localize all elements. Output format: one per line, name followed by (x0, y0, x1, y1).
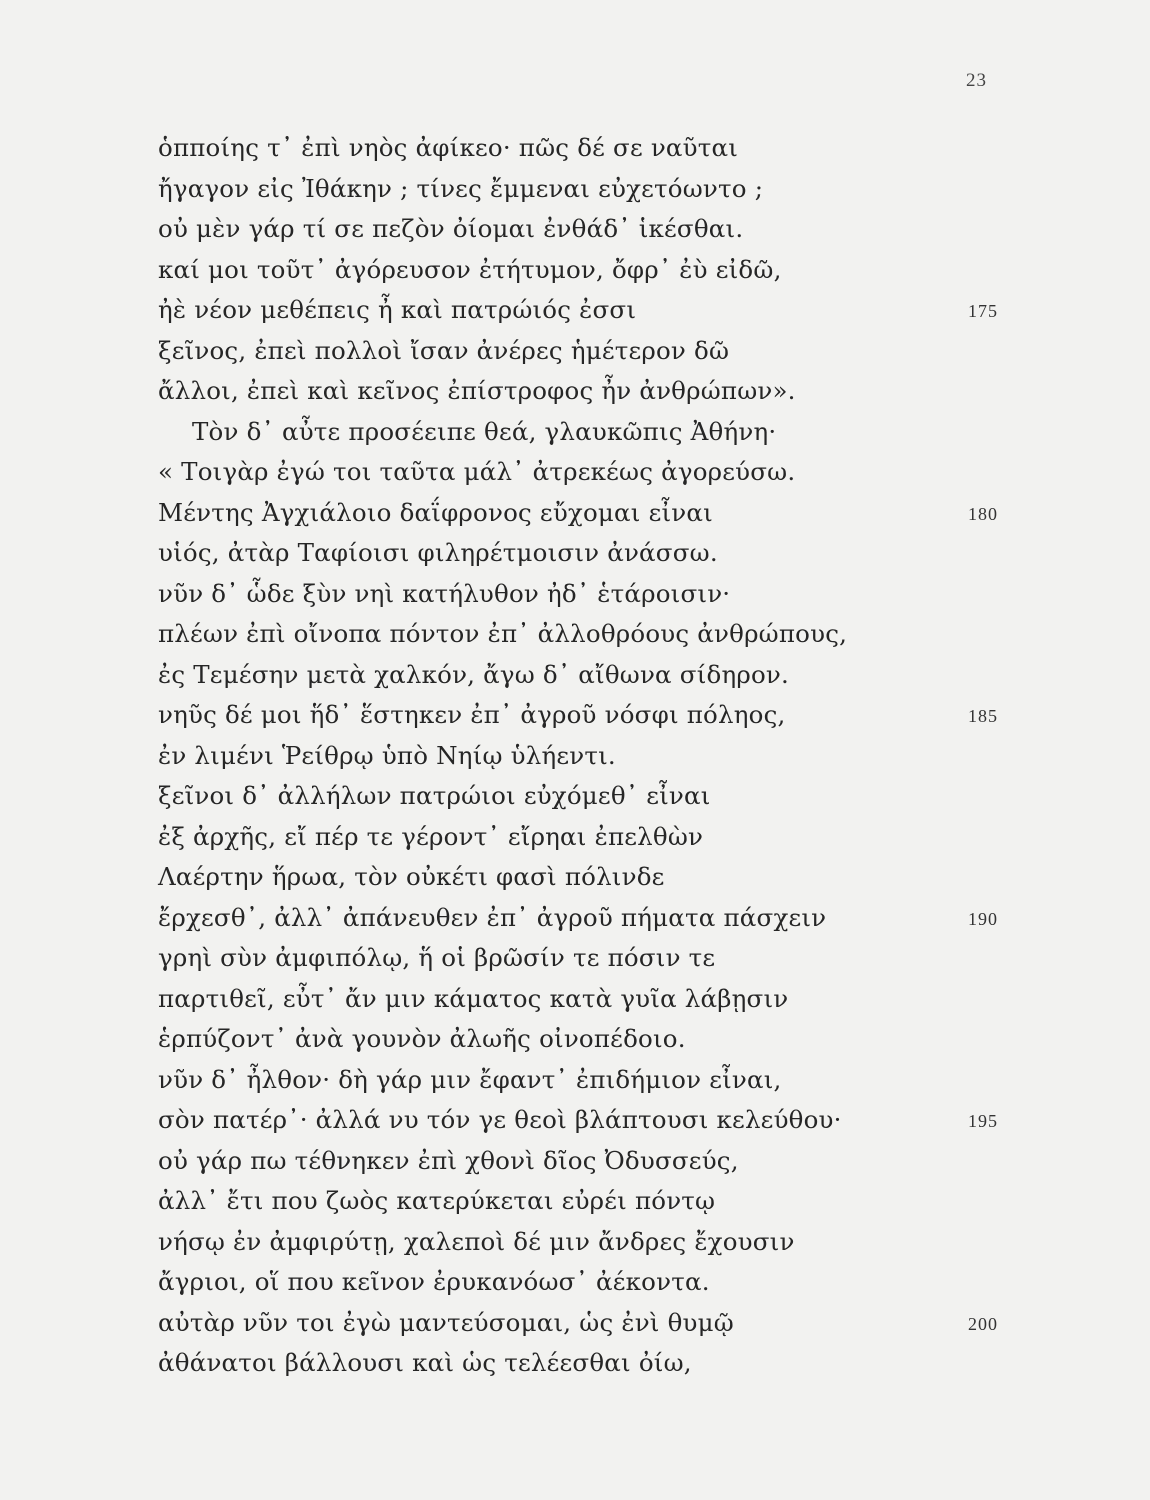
verse-text: σὸν πατέρ᾽· ἀλλά νυ τόν γε θεοὶ βλάπτουσι κελεύθου· (158, 1105, 842, 1134)
verse-text: ἀθάνατοι βάλλουσι καὶ ὡς τελέεσθαι ὀίω, (158, 1348, 692, 1377)
verse-text: ἐν λιμένι Ῥείθρῳ ὑπὸ Νηίῳ ὑλήεντι. (158, 740, 616, 770)
verse-line (0, 1100, 1150, 1141)
verse-line (0, 1060, 1150, 1101)
page-number: 23 (966, 70, 987, 91)
verse-line (0, 128, 1150, 169)
verse-line (0, 250, 1150, 291)
line-number: 195 (968, 1111, 998, 1131)
verse-line (0, 574, 1150, 615)
verse-text: ξεῖνοι δ᾽ ἀλλήλων πατρώιοι εὐχόμεθ᾽ εἶναι (158, 781, 711, 810)
verse-text: ἔρχεσθ᾽, ἀλλ᾽ ἀπάνευθεν ἐπ᾽ ἀγροῦ πήματα πάσχειν (158, 902, 827, 932)
verse-text: οὐ μὲν γάρ τί σε πεζὸν ὀίομαι ἐνθάδ᾽ ἱκέσθαι. (158, 214, 744, 243)
verse-text: ἄγριοι, οἵ που κεῖνον ἐρυκανόωσ᾽ ἀέκοντα. (158, 1267, 710, 1296)
verse-text: ὁπποίης τ᾽ ἐπὶ νηὸς ἀφίκεο· πῶς δέ σε ναῦται (158, 133, 739, 162)
verse-text: Μέντης Ἀγχιάλοιο δαΐφρονος εὔχομαι εἶναι (158, 497, 713, 527)
verse-text: ἐς Τεμέσην μετὰ χαλκόν, ἄγω δ᾽ αἴθωνα σίδηρον. (158, 659, 789, 689)
verse-line (0, 1222, 1150, 1263)
verse-text: ἤγαγον εἰς Ἰθάκην ; τίνες ἔμμεναι εὐχετόωντο ; (158, 173, 764, 203)
verse-text: νηῦς δέ μοι ἥδ᾽ ἕστηκεν ἐπ᾽ ἀγροῦ νόσφι πόληος, (158, 700, 786, 729)
verse-text: καί μοι τοῦτ᾽ ἀγόρευσον ἐτήτυμον, ὄφρ᾽ ἐὺ εἰδῶ, (158, 254, 782, 284)
verse-text: νῦν δ᾽ ἦλθον· δὴ γάρ μιν ἔφαντ᾽ ἐπιδήμιον εἶναι, (158, 1064, 782, 1094)
verse-text: ἠὲ νέον μεθέπεις ἦ καὶ πατρώιός ἐσσι (158, 295, 637, 324)
verse-line (0, 736, 1150, 777)
line-number: 185 (968, 706, 998, 726)
verse-text: γρηὶ σὺν ἀμφιπόλῳ, ἥ οἱ βρῶσίν τε πόσιν τε (158, 943, 716, 972)
verse-line (0, 1303, 1150, 1344)
verse-line (0, 1019, 1150, 1060)
verse-text: Λαέρτην ἥρωα, τὸν οὐκέτι φασὶ πόλινδε (158, 862, 665, 891)
verse-text: οὐ γάρ πω τέθνηκεν ἐπὶ χθονὶ δῖος Ὀδυσσεύς, (158, 1145, 739, 1175)
verse-text: νῦν δ᾽ ὧδε ξὺν νηὶ κατήλυθον ἠδ᾽ ἑτάροισιν· (158, 578, 731, 608)
line-number: 200 (968, 1313, 998, 1334)
verse-line (0, 938, 1150, 979)
verse-line (0, 290, 1150, 331)
verse-line (0, 209, 1150, 250)
verse-line (0, 695, 1150, 736)
verse-block (0, 128, 1150, 1384)
verse-line (0, 776, 1150, 817)
verse-text: αὐτὰρ νῦν τοι ἐγὼ μαντεύσομαι, ὡς ἐνὶ θυμῷ (158, 1307, 734, 1337)
verse-text: παρτιθεῖ, εὖτ᾽ ἄν μιν κάματος κατὰ γυῖα λάβῃσιν (158, 983, 789, 1013)
verse-text: ἀλλ᾽ ἔτι που ζωὸς κατερύκεται εὐρέι πόντῳ (158, 1186, 716, 1215)
verse-text: ἑρπύζοντ᾽ ἀνὰ γουνὸν ἀλωῆς οἰνοπέδοιο. (158, 1024, 686, 1053)
verse-text: ξεῖνος, ἐπεὶ πολλοὶ ἴσαν ἀνέρες ἡμέτερον δῶ (158, 335, 730, 365)
verse-line (0, 169, 1150, 210)
verse-line (0, 1343, 1150, 1384)
verse-text: νήσῳ ἐν ἀμφιρύτῃ, χαλεποὶ δέ μιν ἄνδρες ἔχουσιν (158, 1226, 795, 1256)
verse-line (0, 493, 1150, 534)
verse-line (0, 817, 1150, 858)
verse-line (0, 614, 1150, 655)
verse-text: ἄλλοι, ἐπεὶ καὶ κεῖνος ἐπίστροφος ἦν ἀνθρώπων». (158, 376, 796, 405)
verse-line (0, 857, 1150, 898)
verse-line (0, 371, 1150, 412)
verse-line (0, 979, 1150, 1020)
verse-line (0, 1141, 1150, 1182)
verse-text: υἱός, ἀτὰρ Ταφίοισι φιληρέτμοισιν ἀνάσσω. (158, 538, 718, 567)
verse-line (0, 331, 1150, 372)
verse-text: « Τοιγὰρ ἐγώ τοι ταῦτα μάλ᾽ ἀτρεκέως ἀγορεύσω. (158, 457, 796, 486)
verse-line (0, 655, 1150, 696)
line-number: 190 (968, 908, 998, 929)
verse-text: Τὸν δ᾽ αὖτε προσέειπε θεά, γλαυκῶπις Ἀθήνη· (192, 416, 777, 446)
line-number: 180 (968, 503, 998, 524)
line-number: 175 (968, 301, 998, 321)
verse-line (0, 898, 1150, 939)
verse-line (0, 412, 1150, 453)
verse-text: πλέων ἐπὶ οἴνοπα πόντον ἐπ᾽ ἀλλοθρόους ἀνθρώπους, (158, 619, 848, 648)
verse-line (0, 452, 1150, 493)
verse-line (0, 1262, 1150, 1303)
verse-text: ἐξ ἀρχῆς, εἴ πέρ τε γέροντ᾽ εἴρηαι ἐπελθὼν (158, 821, 704, 851)
verse-line (0, 533, 1150, 574)
verse-line (0, 1181, 1150, 1222)
